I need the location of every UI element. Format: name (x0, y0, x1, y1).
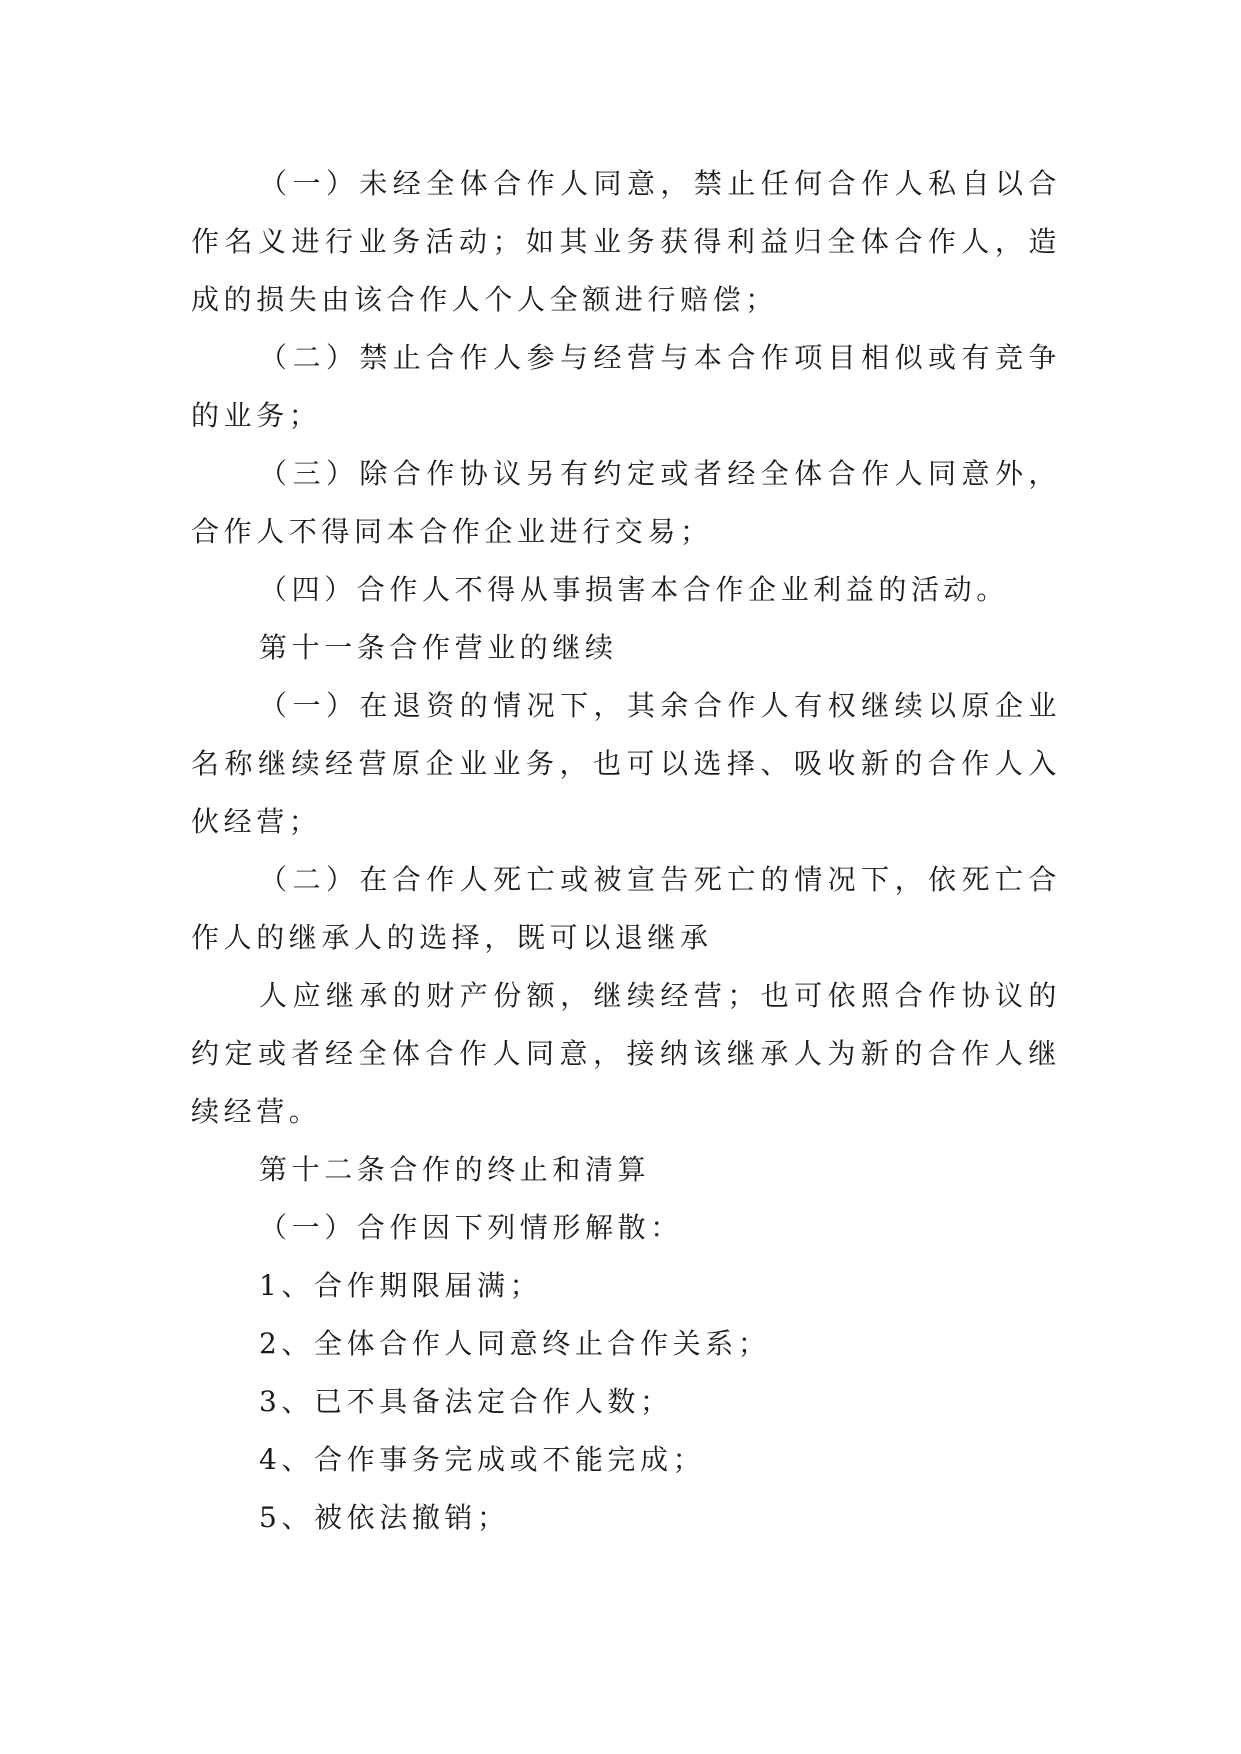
article-11-item-2-line-4: 约定或者经全体合作人同意，接纳该继承人为新的合作人继 (191, 1037, 1061, 1070)
dissolution-reason-2: 2、全体合作人同意终止合作关系； (259, 1327, 771, 1360)
dissolution-reason-1: 1、合作期限届满； (259, 1269, 543, 1302)
clause-4-line-1: （四）合作人不得从事损害本合作企业利益的活动。 (259, 573, 1009, 606)
dissolution-reason-4: 4、合作事务完成或不能完成； (259, 1443, 706, 1476)
clause-2-line-1: （二）禁止合作人参与经营与本合作项目相似或有竞争 (259, 341, 1061, 374)
dissolution-reason-3: 3、已不具备法定合作人数； (259, 1385, 673, 1418)
clause-1-line-1: （一）未经全体合作人同意，禁止任何合作人私自以合 (259, 167, 1061, 200)
article-11-item-1-line-1: （一）在退资的情况下，其余合作人有权继续以原企业 (259, 689, 1061, 722)
article-11-item-2-line-3: 人应继承的财产份额，继续经营；也可依照合作协议的 (259, 979, 1061, 1012)
article-12-item-1: （一）合作因下列情形解散： (259, 1211, 683, 1244)
article-11-heading: 第十一条合作营业的继续 (259, 631, 618, 664)
article-11-item-1-line-2: 名称继续经营原企业业务，也可以选择、吸收新的合作人入 (191, 747, 1061, 780)
clause-3-line-1: （三）除合作协议另有约定或者经全体合作人同意外， (259, 457, 1061, 490)
article-11-item-2-line-1: （二）在合作人死亡或被宣告死亡的情况下，依死亡合 (259, 863, 1061, 896)
article-12-heading: 第十二条合作的终止和清算 (259, 1153, 651, 1186)
dissolution-reason-5: 5、被依法撤销； (259, 1501, 510, 1534)
clause-2-line-2: 的业务； (191, 399, 322, 432)
article-11-item-2-line-5: 续经营。 (191, 1095, 322, 1128)
clause-1-line-2: 作名义进行业务活动；如其业务获得利益归全体合作人，造 (191, 225, 1061, 258)
clause-3-line-2: 合作人不得同本合作企业进行交易； (191, 515, 713, 548)
article-11-item-1-line-3: 伙经营； (191, 805, 322, 838)
article-11-item-2-line-2: 作人的继承人的选择，既可以退继承 (191, 921, 713, 954)
clause-1-line-3: 成的损失由该合作人个人全额进行赔偿； (191, 283, 778, 316)
